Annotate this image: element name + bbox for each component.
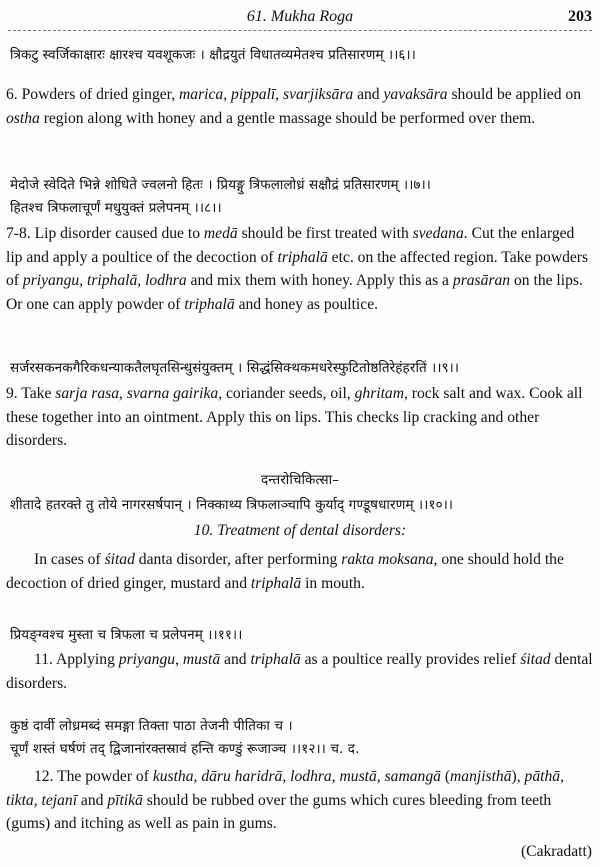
italic-term: triphalā <box>87 272 138 289</box>
italic-term: pītikā <box>107 791 143 809</box>
italic-term: mustā <box>182 651 221 668</box>
paragraph-11: 11. Applying priyangu, mustā and triphalā as a poultice really provides relief śitad dental disorders. <box>6 651 593 692</box>
italic-term: svarjiksāra <box>283 86 354 103</box>
italic-term: pippalī <box>231 86 276 103</box>
italic-term: sarja rasa <box>55 385 119 402</box>
italic-term: yavaksāra <box>383 86 448 103</box>
sanskrit-verse-9: सर्जरसकनकगैरिकधन्याकतैलघृतसिन्धुसंयुक्तम् । सिद्धंसिक्थकमधरेस्फुटितोष्ठतिरेहंहरतिं ।।९।। <box>10 360 460 376</box>
paragraph-10: In cases of śitad danta disorder, after performing rakta moksana, one should hold the decoction of dried ginger, mustard and triphalā in mouth. <box>6 551 564 592</box>
italic-term: tejanī <box>41 791 78 809</box>
italic-term: śitad <box>520 651 551 668</box>
section-heading-10: 10. Treatment of dental disorders: <box>193 522 407 539</box>
italic-term: medā <box>203 225 238 242</box>
sanskrit-verse-12-line1: कुष्ठं दार्वी लोध्रमब्दं समङ्गा तिक्ता पाठा तेजनी पीतिका च । <box>10 718 293 734</box>
italic-term: prasāran <box>452 272 511 289</box>
italic-term: triphalā <box>250 651 301 668</box>
italic-term: lodhra <box>145 272 187 289</box>
dental-heading-sanskrit: दन्तरोचिकित्सा– <box>260 472 340 488</box>
sanskrit-verse-6: त्रिकटु स्वर्जिकाक्षारः क्षारश्च यवशूकजः । क्षौद्रयुतं विधातव्यमेतश्च प्रतिसारणम् ।।६।। <box>10 47 416 63</box>
paragraph-12: 12. The powder of kustha, dāru haridrā, lodhra, mustā, samangā (manjisthā), pāthā, tikta, tejanī and pītikā should be rubbed over the gums which cures bleeding from teeth (gums) and itching as well as pain in gums. <box>6 768 564 832</box>
sanskrit-verse-12-line2: चूर्णं शस्तं घर्षणं तद् द्विजानांरक्तस्रावं हन्ति कण्डुं रूजाञ्च ।।१२।। च. द. <box>10 741 360 757</box>
page-header <box>0 8 600 30</box>
paragraph-6: 6. Powders of dried ginger, marica, pippalī, svarjiksāra and yavaksāra should be applied on ostha region along with honey and a gentle massage should be performed over them. <box>6 86 581 127</box>
italic-term: triphalā <box>184 295 235 313</box>
italic-term: svedana <box>412 225 464 242</box>
italic-term: triphalā <box>250 574 302 592</box>
italic-term: triphalā <box>277 248 328 266</box>
italic-term: śitad <box>104 551 135 568</box>
italic-term: dāru haridrā <box>201 768 283 785</box>
italic-term: pāthā <box>524 768 561 785</box>
italic-term: priyangu <box>118 651 176 668</box>
italic-term: ghritam <box>354 385 404 402</box>
page-number: 203 <box>568 8 592 25</box>
italic-term: marica <box>179 86 224 103</box>
sanskrit-verse-7: मेदोजे स्वेदिते भिन्ने शोधिते ज्वलनो हितः । प्रियङ्गु त्रिफलालोध्रं सक्षौद्रं प्रतिसारणम् ।।७।। <box>10 177 432 193</box>
italic-term: kustha <box>152 768 194 785</box>
italic-term: manjisthā <box>450 768 512 785</box>
italic-term: mustā <box>339 768 377 785</box>
sanskrit-verse-11: प्रियङ्ग्वश्च मुस्ता च त्रिफला च प्रलेपनम् ।।११।। <box>10 627 243 643</box>
italic-term: priyangu <box>22 272 80 289</box>
italic-term: svarna gairika <box>126 385 219 402</box>
sanskrit-verse-10: शीतादे हतरक्ते तु तोये नागरसर्षपान् । निक्काथ्य त्रिफलाञ्चापि कुर्याद् गण्डूषधारणम् ।।१०।। <box>10 497 454 513</box>
source-credit: (Cakradatt) <box>520 843 592 860</box>
paragraph-7-8: 7-8. Lip disorder caused due to medā should be first treated with svedana. Cut the enlarged lip and apply a poultice of the decoction of triphalā etc. on the affected region. Take powders of priyangu, triphalā, lodhra and mix them with honey. Apply this as a prasāran on the lips. Or one can apply powder of triphalā and honey as poultice. <box>6 225 589 313</box>
sanskrit-verse-8: हितश्च त्रिफलाचूर्णं मधुयुक्तं प्रलेपनम् ।।८।। <box>10 200 222 216</box>
italic-term: lodhra <box>290 768 332 785</box>
italic-term: ostha <box>6 109 40 127</box>
italic-term: rakta moksana <box>341 551 434 568</box>
running-head: 61. Mukha Roga <box>246 8 354 25</box>
italic-term: samangā <box>384 768 441 785</box>
header-rule <box>8 30 592 31</box>
italic-term: tikta <box>6 791 34 809</box>
paragraph-9: 9. Take sarja rasa, svarna gairika, coriander seeds, oil, ghritam, rock salt and wax. Cook all these together into an ointment. Apply this on lips. This checks lip cracking and other disorders. <box>6 385 583 449</box>
